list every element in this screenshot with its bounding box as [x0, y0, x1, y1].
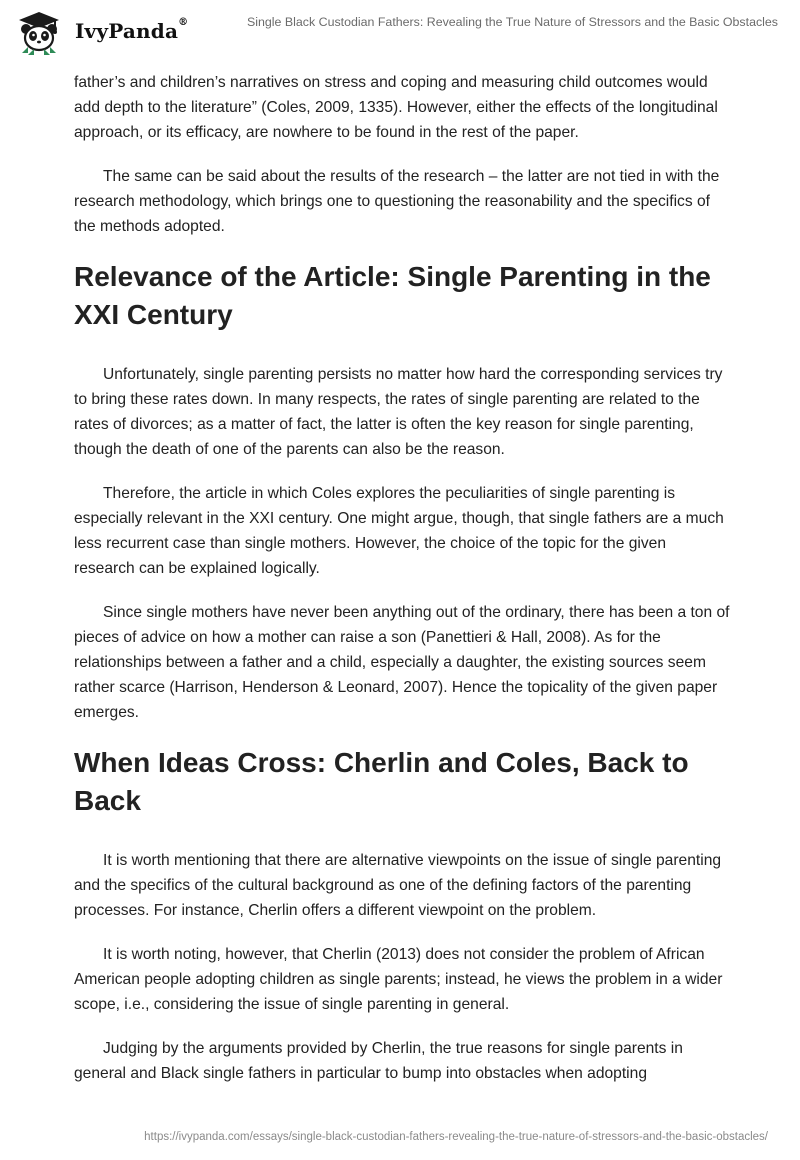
paragraph: Therefore, the article in which Coles explores the peculiarities of single parenting is especially relevant in the XXI century. One might argue, though, that single fathers are a much less recurrent case than single mothers. However, the choice of the topic for the given research can be explained logically. [74, 485, 724, 577]
paragraph: The same can be said about the results of the research – the latter are not tied in with the research methodology, which brings one to questioning the reasonability and the specifics of the methods adopted. [74, 168, 720, 235]
page-header [0, 0, 800, 64]
essay-body [74, 70, 730, 1105]
panda-graduate-icon [14, 9, 64, 59]
paragraph: Judging by the arguments provided by Cherlin, the true reasons for single parents in general and Black single fathers in particular to bump into obstacles when adopting [74, 1040, 683, 1082]
paragraph: It is worth noting, however, that Cherlin (2013) does not consider the problem of African American people adopting children as single parents; instead, he views the problem in a wider scope, i.e., considering the issue of single parenting in general. [74, 946, 723, 1013]
registered-mark: ® [178, 17, 189, 28]
section-heading-when-ideas-cross: When Ideas Cross: Cherlin and Coles, Back to Back [74, 747, 689, 816]
paragraph: Since single mothers have never been anything out of the ordinary, there has been a ton of pieces of advice on how a mother can raise a son (Panettieri & Hall, 2008). As for the relationships between a father and a child, especially a daughter, the existing sources seem rather scarce (Harrison, Henderson & Leonard, 2007). Hence the topicality of the given paper emerges. [74, 604, 730, 721]
paragraph: Unfortunately, single parenting persists no matter how hard the corresponding services try to bring these rates down. In many respects, the rates of single parenting are related to the rates of divorces; as a matter of fact, the latter is often the key reason for single parenting, though the death of one of the parents can also be the reason. [74, 366, 723, 458]
document-title: Single Black Custodian Fathers: Revealing the True Nature of Stressors and the Basic Obstacles [247, 15, 778, 29]
logo-wordmark: IvyPanda® [75, 17, 189, 43]
paragraph: It is worth mentioning that there are alternative viewpoints on the issue of single parenting and the specifics of the cultural background as one of the defining factors of the parenting processes. For instance, Cherlin offers a different viewpoint on the problem. [74, 852, 722, 919]
source-url[interactable]: https://ivypanda.com/essays/single-black-custodian-fathers-revealing-the-true-nature-of-stressors-and-the-basic-obstacles/ [144, 1131, 768, 1143]
section-heading-relevance: Relevance of the Article: Single Parenting in the XXI Century [74, 261, 711, 330]
paragraph-continued: father’s and children’s narratives on stress and coping and measuring child outcomes would add depth to the literature” (Coles, 2009, 1335). However, either the effects of the longitudinal approach, or its efficacy, are nowhere to be found in the rest of the paper. [74, 74, 718, 141]
ivypanda-logo[interactable] [14, 9, 214, 59]
